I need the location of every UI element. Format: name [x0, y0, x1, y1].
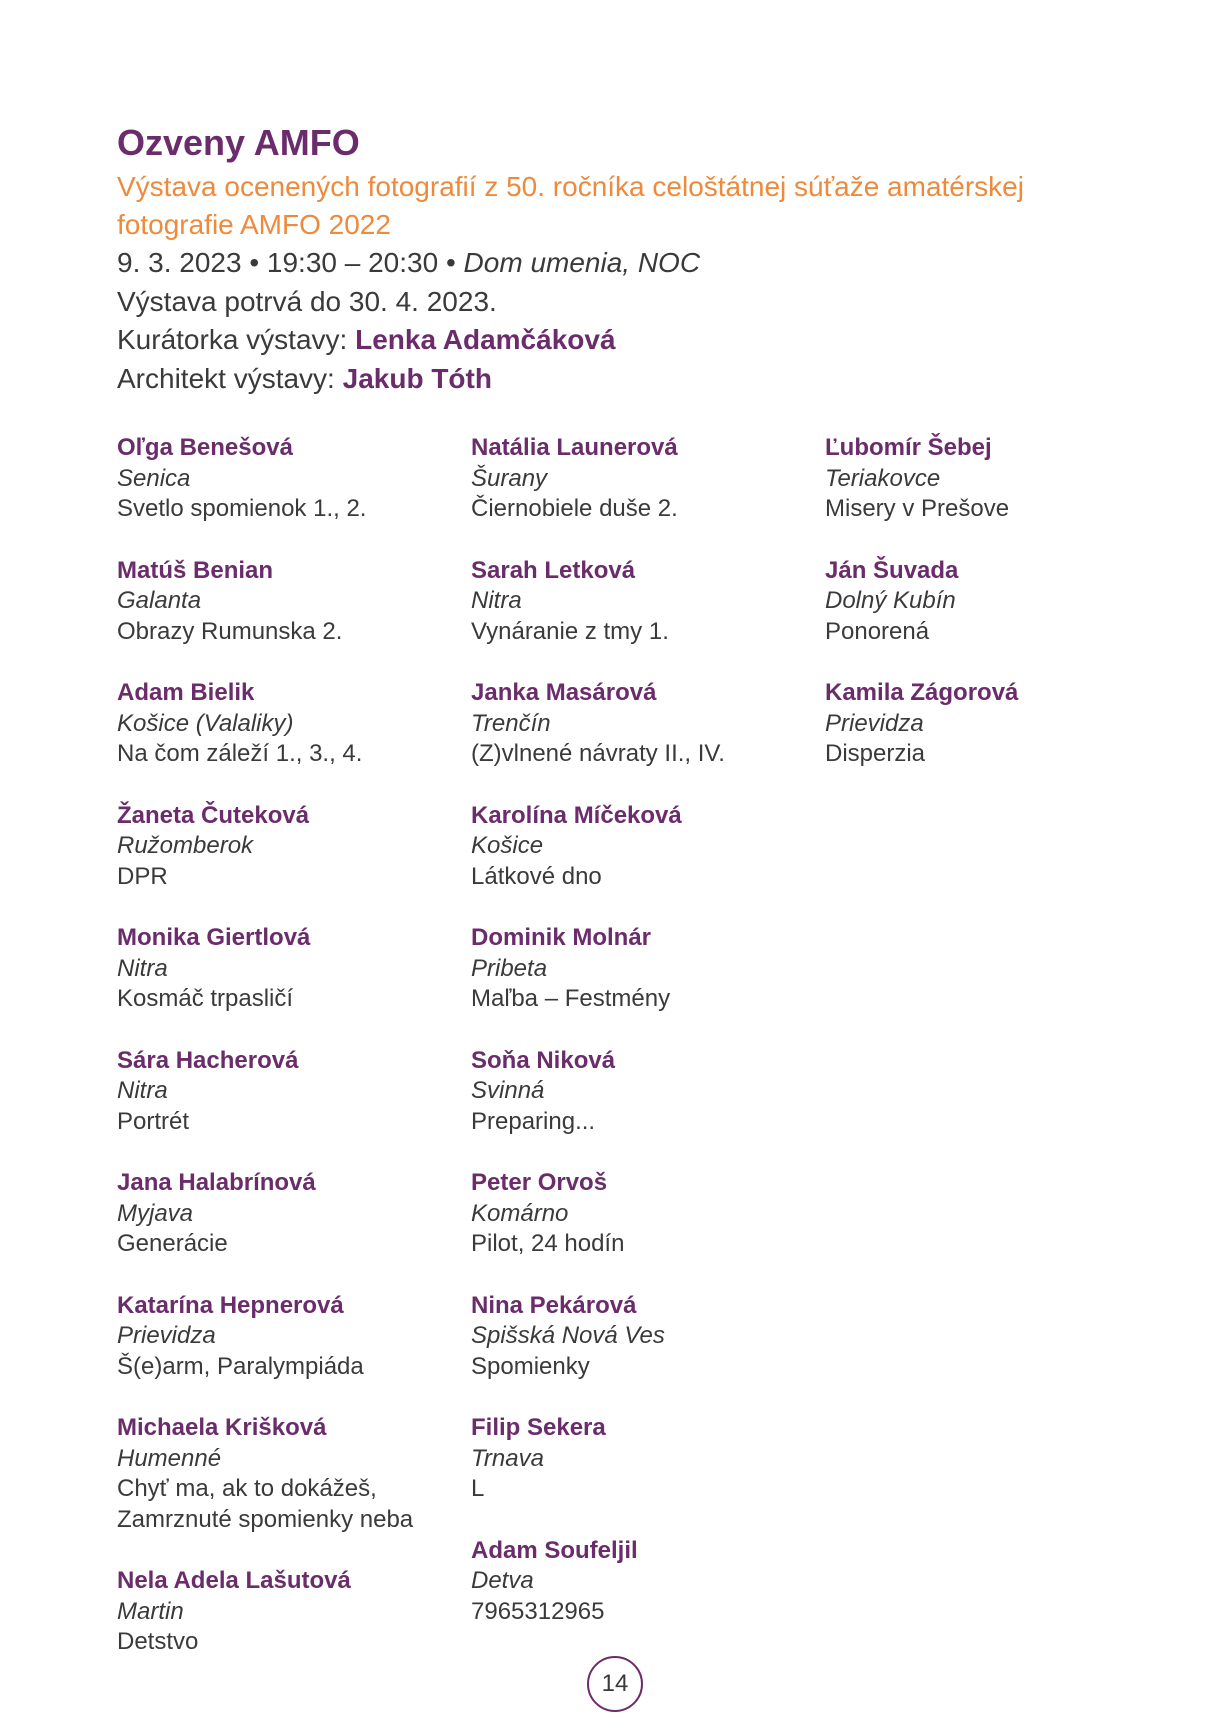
- artist-name: Jana Halabrínová: [117, 1169, 316, 1196]
- artist-name: Katarína Hepnerová: [117, 1291, 344, 1319]
- exhibition-header: [117, 122, 1117, 398]
- artist-town: Prievidza: [117, 1322, 216, 1349]
- artists-column-2: [471, 433, 811, 1658]
- artwork-title: Ponorená: [825, 617, 930, 645]
- artist-name: Nina Pekárová: [471, 1291, 637, 1319]
- artist-name: Ján Šuvada: [825, 556, 959, 584]
- artist-town: Dolný Kubín: [825, 587, 956, 614]
- artist-name: Kamila Zágorová: [825, 679, 1019, 706]
- artwork-title: Portrét: [117, 1107, 190, 1135]
- artist-name: Soňa Niková: [471, 1046, 616, 1074]
- artist-town: Humenné: [117, 1444, 222, 1472]
- artist-entry: [117, 1046, 457, 1138]
- artist-name: Nela Adela Lašutová: [117, 1567, 351, 1594]
- artist-town: Komárno: [471, 1199, 569, 1227]
- artist-town: Trenčín: [471, 709, 551, 737]
- artist-name: Matúš Benian: [117, 556, 274, 584]
- artist-entry: [471, 678, 811, 770]
- artwork-title: Š(e)arm, Paralympiáda: [117, 1352, 364, 1380]
- architect-name: Jakub Tóth: [342, 362, 492, 394]
- artist-town: Šurany: [471, 464, 548, 492]
- artwork-title: Svetlo spomienok 1., 2.: [117, 495, 367, 522]
- curator-line: [117, 321, 1117, 360]
- artist-name: Žaneta Čuteková: [117, 801, 310, 829]
- artist-entry: [825, 678, 1165, 770]
- artist-town: Košice (Valaliky): [117, 709, 294, 737]
- artist-name: Filip Sekera: [471, 1414, 606, 1441]
- artist-name: Sarah Letková: [471, 556, 636, 584]
- artwork-title: Preparing...: [471, 1107, 596, 1135]
- artwork-title: Generácie: [117, 1230, 228, 1257]
- artist-entry: [117, 1168, 457, 1260]
- artwork-title: Kosmáč trpasličí: [117, 985, 294, 1012]
- venue: Dom umenia, NOC: [463, 247, 701, 278]
- artist-entry: [825, 556, 1165, 648]
- curator-name: Lenka Adamčáková: [355, 324, 616, 355]
- artist-entry: [471, 1291, 811, 1383]
- artist-entry: [117, 923, 457, 1015]
- artist-entry: [825, 433, 1165, 525]
- architect-line: [117, 360, 1117, 399]
- artists-column-1: [117, 433, 457, 1689]
- artists-column-3: [825, 433, 1165, 801]
- artist-town: Prievidza: [825, 709, 924, 737]
- artist-town: Spišská Nová Ves: [471, 1322, 665, 1349]
- artist-name: Peter Orvoš: [471, 1169, 608, 1196]
- artist-entry: [117, 1291, 457, 1383]
- curator-label: Kurátorka výstavy:: [117, 324, 356, 355]
- artist-name: Adam Bielik: [117, 679, 255, 706]
- artwork-title: Maľba – Festmény: [471, 985, 671, 1012]
- artist-entry: [117, 433, 457, 525]
- artist-town: Nitra: [471, 587, 522, 614]
- artist-town: Detva: [471, 1567, 534, 1594]
- artwork-title: (Z)vlnené návraty II., IV.: [471, 740, 725, 767]
- artwork-title: Spomienky: [471, 1352, 590, 1380]
- artist-name: Ľubomír Šebej: [825, 434, 992, 461]
- artist-entry: [471, 801, 811, 893]
- artist-town: Košice: [471, 832, 544, 859]
- artist-name: Adam Soufeljil: [471, 1536, 638, 1564]
- artist-name: Karolína Míčeková: [471, 801, 682, 829]
- artist-entry: [117, 801, 457, 893]
- page-number: 14: [601, 1670, 629, 1697]
- artist-town: Galanta: [117, 587, 202, 614]
- artwork-title: Pilot, 24 hodín: [471, 1230, 625, 1257]
- artist-entry: [117, 1413, 457, 1535]
- artist-town: Svinná: [471, 1077, 545, 1104]
- artist-town: Myjava: [117, 1199, 194, 1227]
- artwork-title: Látkové dno: [471, 862, 602, 890]
- page-title: Ozveny AMFO: [117, 122, 360, 163]
- artist-entry: [471, 1046, 811, 1138]
- artist-entry: [117, 556, 457, 648]
- artist-name: Oľga Benešová: [117, 434, 293, 461]
- artwork-title: Na čom záleží 1., 3., 4.: [117, 740, 363, 767]
- artwork-title: Obrazy Rumunska 2.: [117, 617, 343, 645]
- artist-entry: [117, 678, 457, 770]
- page-number-badge: [587, 1656, 643, 1712]
- artist-entry: [471, 433, 811, 525]
- artist-name: Monika Giertlová: [117, 924, 311, 951]
- artwork-title: Detstvo: [117, 1628, 199, 1655]
- artist-entry: [471, 923, 811, 1015]
- subtitle-line-1: Výstava ocenených fotografií z 50. ročníka celoštátnej súťaže amatérskej: [117, 171, 1024, 202]
- duration-line: Výstava potrvá do 30. 4. 2023.: [117, 285, 497, 317]
- subtitle-line-2: fotografie AMFO 2022: [117, 209, 391, 240]
- artwork-title: L: [471, 1475, 485, 1502]
- artist-entry: [471, 1168, 811, 1260]
- datetime: 9. 3. 2023 • 19:30 – 20:30 •: [117, 247, 464, 278]
- artist-town: Pribeta: [471, 954, 548, 982]
- artist-town: Teriakovce: [825, 464, 941, 492]
- artwork-title: Chyť ma, ak to dokážeš, Zamrznuté spomienky neba: [117, 1475, 414, 1533]
- artist-name: Natália Launerová: [471, 434, 678, 461]
- artist-town: Nitra: [117, 1077, 168, 1104]
- artwork-title: Čiernobiele duše 2.: [471, 495, 678, 522]
- artist-town: Ružomberok: [117, 832, 254, 859]
- artwork-title: 7965312965: [471, 1597, 605, 1625]
- artist-town: Trnava: [471, 1444, 544, 1472]
- artist-name: Sára Hacherová: [117, 1046, 299, 1074]
- artwork-title: Vynáranie z tmy 1.: [471, 617, 669, 645]
- artist-town: Nitra: [117, 954, 168, 982]
- artwork-title: DPR: [117, 862, 168, 890]
- artwork-title: Misery v Prešove: [825, 495, 1010, 522]
- datetime-venue-line: [117, 244, 1117, 283]
- artist-entry: [471, 1413, 811, 1505]
- artist-town: Martin: [117, 1597, 184, 1625]
- artist-name: Dominik Molnár: [471, 924, 652, 951]
- artwork-title: Disperzia: [825, 740, 926, 767]
- artist-name: Michaela Krišková: [117, 1414, 327, 1441]
- artist-entry: [117, 1566, 457, 1658]
- artist-entry: [471, 1536, 811, 1628]
- artist-name: Janka Masárová: [471, 679, 657, 706]
- artist-entry: [471, 556, 811, 648]
- architect-label: Architekt výstavy:: [117, 362, 343, 394]
- artist-town: Senica: [117, 464, 191, 492]
